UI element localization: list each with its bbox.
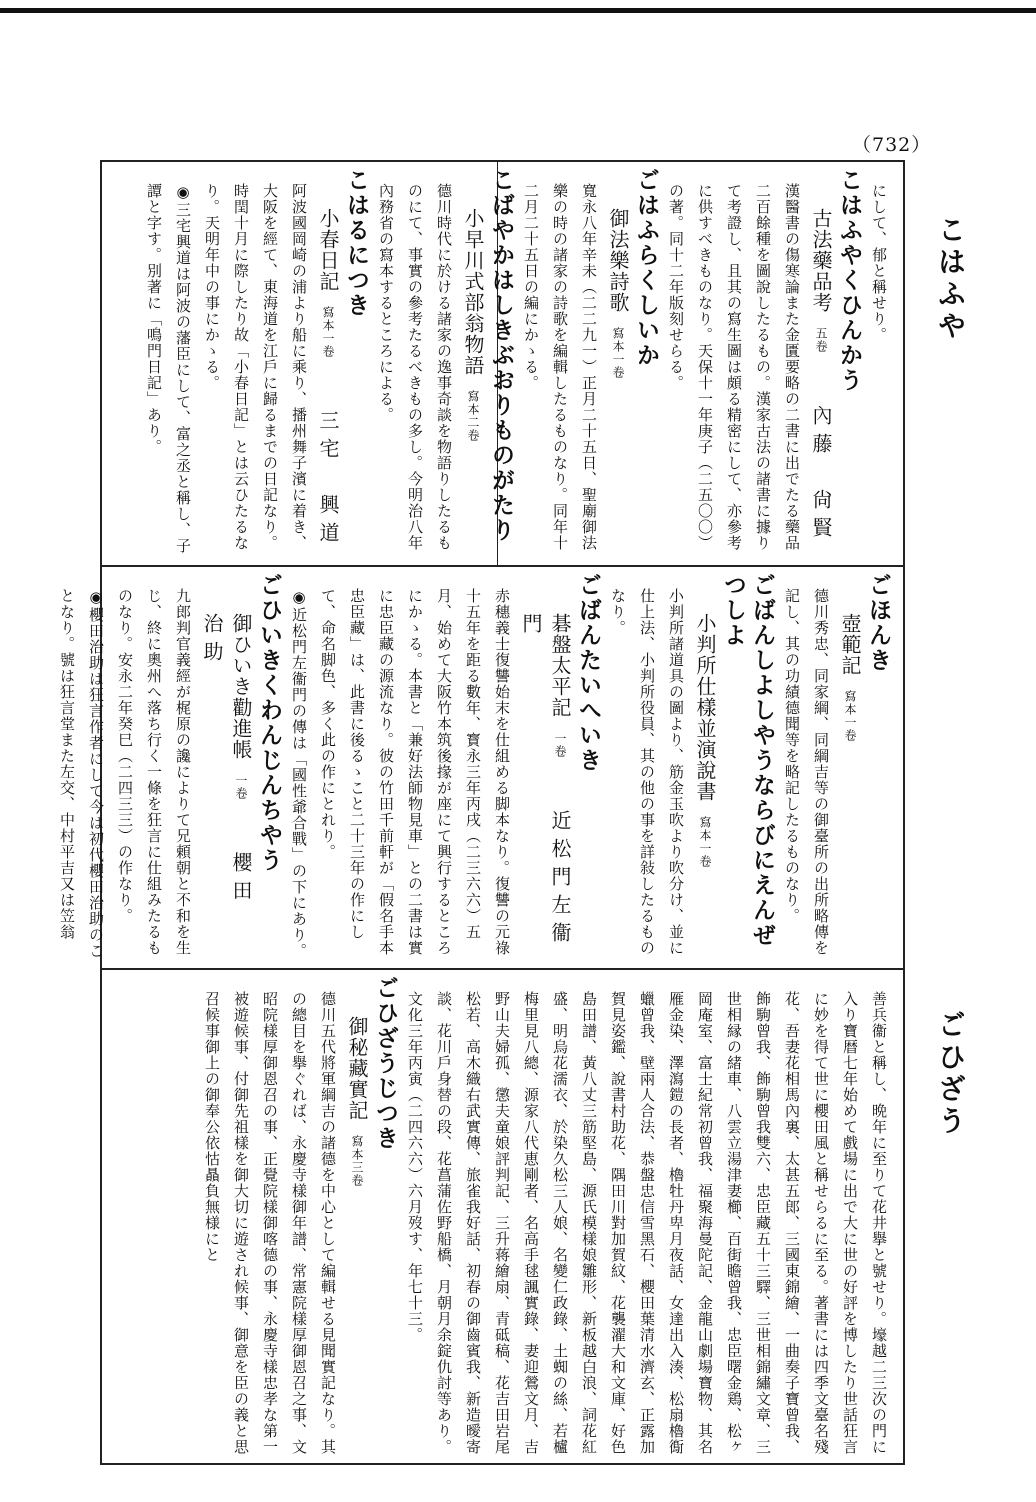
entry-volumes: 寫本二卷 xyxy=(466,390,480,442)
entry-title: 古法藥品考 xyxy=(809,208,833,313)
entry-title: 御ひいき勸進帳 xyxy=(229,613,253,760)
entry-volumes: 寫本一卷 xyxy=(698,816,712,868)
entry-title: 壺範記 xyxy=(838,613,862,676)
entry-volumes: 寫本一卷 xyxy=(611,327,625,379)
headword: ごひいきくわんじんちやう xyxy=(256,573,283,873)
entry-title-line xyxy=(458,208,487,561)
entry-volumes: 五卷 xyxy=(814,327,828,353)
entry-author: 近松門左衞門 xyxy=(519,613,572,950)
entry-title-line xyxy=(806,208,835,561)
entry-text: 德川五代將軍綱吉の諸德を中心として編輯せる見聞實記なり。其の總目を擧ぐれば、永慶寺樣御年譜、常憲院樣厚御恩召之事、文昭院樣厚御恩召の事、正覺院樣御喀德の事、永慶寺樣忠孝な第一被遊候事、付御先祖樣を御大切に遊され候事、御意を臣の義と思召候事御上の御奉公依怙贔負無様にと xyxy=(203,991,337,1455)
entry-title-line xyxy=(835,613,864,963)
entry-title-line xyxy=(603,208,632,561)
section-lower xyxy=(108,976,893,1458)
entry-volumes: 一卷 xyxy=(234,774,248,800)
entry-title-line xyxy=(516,613,574,963)
headword: ごほんき xyxy=(865,573,892,673)
headword: こはふやくひんかう xyxy=(836,168,863,393)
entry-title: 小早川式部翁物語 xyxy=(461,208,485,376)
entry-title: 小春日記 xyxy=(316,208,340,292)
entry-text: 寬永八年辛未（二二九一）正月二十五日、聖廟御法樂の時の諸家の詩歌を編輯したるものなり。同年十二月二十五日の編にかゝる。 xyxy=(522,183,598,551)
headword: こばやかはしきぶおりものがたり xyxy=(488,168,515,543)
top-rule xyxy=(0,8,1036,13)
entry-title: 小判所仕樣並演說書 xyxy=(693,613,717,802)
entry-title: 御法樂詩歌 xyxy=(606,208,630,313)
entry-text: ◉近松門左衞門の傳は「國性爺合戰」の下にあり。 xyxy=(290,588,308,959)
entry-title-line xyxy=(313,208,342,561)
entry-text: 德川秀忠、同家綱、同綱吉等の御臺所の出所略傳を記し、其の功績德聞等を略記したるものなり。 xyxy=(783,588,830,956)
entry-title: 御秘藏實記 xyxy=(345,1016,369,1121)
entry-text: 善兵衞と稱し、晩年に至りて花井擧と號せり。壕越二三次の門に入り寶暦七年始めて戲場に出で大に世の好評を博したり世話狂言に妙を得て世に櫻田風と稱せらるに至る。著書には四季文臺名殘花、吾妻花相馬內裏、太甚五郎、三國東錦繪、一曲奏子寶曾我、飾駒曾我、飾駒曾我雙六、忠臣藏五十三驛、三世相錦繡文章、三世相縁の緒車、八雲立湯津妻櫛、百街瞻曾我、忠臣曙金鶏、松ヶ岡庵室、富士紀常初曾我、福聚海曼陀記、金龍山劇場寶物、其名雁金染、澤瀉鎧の長者、櫓牡丹卑月夜話、女達出入湊、松扇櫓鵆蠟曾我、壁兩人合法、恭盤忠信雪黑石、櫻田葉清水濟玄、正露加賀見姿鑑、說書村助花、隅田川對加賀紋、花襲濯大和文庫、好色島田譜、黃八丈三筋堅島、源氏模樣娘雛形、新板越白浪、詞花紅盛、明烏花濡衣、於染久松三人娘、名變仁政錄、土蜘の絲、若櫨梅里見八總、源家八代恵剛者、名高手毬諷實錄、妻迎鶯文月、吉野山夫婦孤、懲夫童娘評判記、三升蒋繪扇、青砥稿、花吉田岩尾松若、高木織右武實傳、旅雀我好話、初春の御齒賓我、新造曖寄談、花川戶身替の段、花菖蒲佐野船橋、月朝月余錠仇討等あり。文化三年丙寅（二四六六）六月歿す、年七十三。 xyxy=(406,991,888,1455)
entry-text: 赤穗義士復讐始末を仕組める脚本なり。復讐の元祿十五年を距る數年、寳永三年丙戌（二三六六）五月、始めて大阪竹本筑後掾が座にて興行するところにかゝる。本書と「兼好法師物見車」との二書は實に忠臣藏の源流なり。彼の竹田千前軒が「假名手本忠臣藏」は、此書に後るゝこと二十三年の作にして、命名脚色、多く此の作にとれり。 xyxy=(319,588,511,956)
divider-lower xyxy=(100,968,905,970)
entry-title: 碁盤太平記 xyxy=(548,613,572,718)
entry-volumes: 寫本三卷 xyxy=(350,1135,364,1187)
entry-text: ◉三宅興道は阿波の藩臣にして、富之丞と稱し、子譚と字す。別著に「鳴門日記」あり。 xyxy=(145,183,192,554)
entry-title-line xyxy=(690,613,719,963)
divider-upper xyxy=(100,565,905,567)
headword: こはるにつき xyxy=(343,168,370,318)
entry-text: にして、郁と稱せり。 xyxy=(870,183,888,343)
headword: ごはふらくしいか xyxy=(633,168,660,368)
entry-author: 內藤 尙賢 xyxy=(809,405,833,545)
entry-text: ◉櫻田治助は狂言作者にして今は初代櫻田治助のことなり。號は狂言堂また左交、中村平吉又は笠翁 xyxy=(58,588,105,959)
section-upper-left xyxy=(58,573,893,963)
entry-volumes: 寫本一卷 xyxy=(321,306,335,358)
entry-title-line xyxy=(197,613,255,963)
headword: ごばんたいへいき xyxy=(575,573,602,773)
headword: ごひざうじつき xyxy=(372,976,399,1151)
entry-text: 小判所諸道具の圖より、筋金玉吹より吹分け、並に仕上法、小判所役員、其の他の事を詳敍したるものなり。 xyxy=(609,588,685,956)
running-head-upper: こはふや xyxy=(934,215,967,343)
section-upper-right xyxy=(108,168,893,561)
entry-text: 德川時代に於ける諸家の逸事奇談を物語りしたるものにて、事實の參考たるべきもの多し。今明治八年內務省の寫本するところによる。 xyxy=(377,183,453,551)
entry-text: 九郎判官義經が梶原の讒によりて兄頼朝と不和を生じ、終に奧州へ落ち行く一條を狂言に仕組みたるものなり。安永二年癸巳（二四三三）の作なり。 xyxy=(116,588,192,956)
headword: ごばんしよしやうならびにえんぜつしよ xyxy=(720,573,776,948)
entry-text: 阿波國岡崎の浦より船に乘り、播州舞子濱に着き、大阪を經て、東海道を江戶に歸るまでの日記なり。時閏十月に際したり故「小春日記」とは云ひたるなり。天明年中の事にかゝる。 xyxy=(203,183,308,551)
entry-author: 三宅 興道 xyxy=(316,410,340,550)
running-head-lower: ごひざう xyxy=(934,1010,967,1138)
page-number: （732） xyxy=(852,134,932,156)
entry-text: 漢醫書の傷寒論また金匱要略の二書に出でたる藥品二百餘種を圖說したるもの。漢家古法の諸書に據りて考證し、且其の寫生圖は頗る精密にして、亦參考に供すべきものなり。天保十一年庚子（二五〇〇）の著。同十二年版刻せらる。 xyxy=(667,183,801,551)
entry-author: 櫻田 治助 xyxy=(200,613,253,936)
entry-volumes: 一卷 xyxy=(553,732,567,758)
entry-volumes: 寫本一卷 xyxy=(843,690,857,742)
entry-title-line xyxy=(342,1016,371,1458)
